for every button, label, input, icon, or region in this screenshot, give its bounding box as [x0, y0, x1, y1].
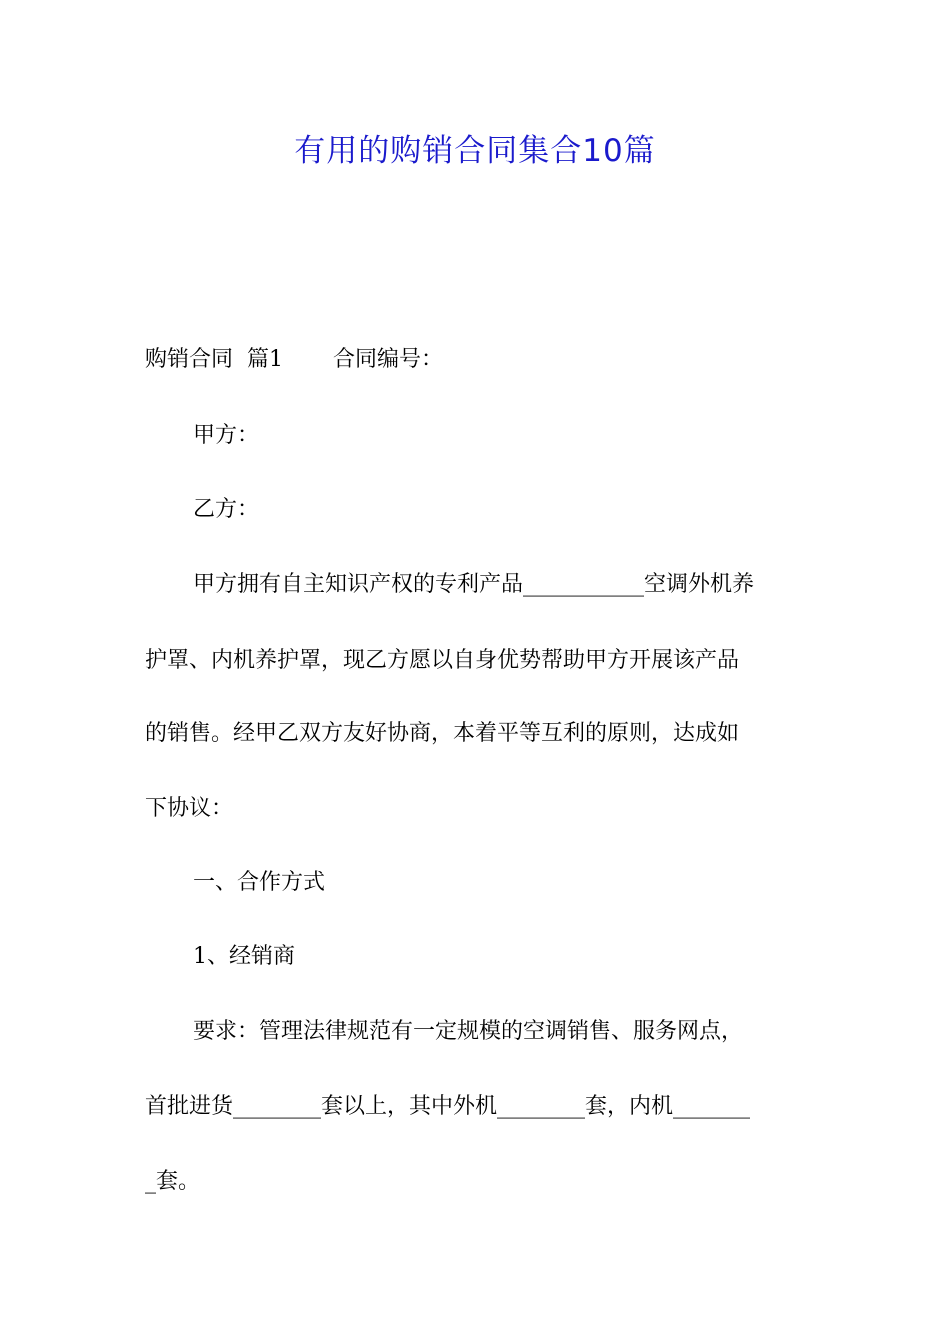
paragraph-line: 的销售。经甲乙双方友好协商，本着平等互利的原则，达成如	[145, 721, 740, 746]
contract-number-label: 合同编号：	[333, 347, 444, 372]
paragraph-line: 首批进货________套以上，其中外机________套，内机_______	[145, 1094, 751, 1119]
party-a-label: 甲方：	[193, 423, 260, 448]
section-heading: 一、合作方式	[193, 870, 326, 895]
item-heading: 1、经销商	[193, 944, 295, 969]
paragraph-line: 要求：管理法律规范有一定规模的空调销售、服务网点，	[193, 1019, 744, 1044]
section-name: 购销合同	[145, 347, 234, 372]
paragraph-line: _套。	[145, 1169, 201, 1194]
party-b-label: 乙方：	[193, 497, 260, 522]
piece-number: 篇1	[247, 347, 284, 372]
paragraph-line: 下协议：	[145, 796, 234, 821]
paragraph-line: 甲方拥有自主知识产权的专利产品___________空调外机养	[193, 572, 755, 597]
document-title: 有用的购销合同集合10篇	[294, 133, 656, 169]
contract-heading	[145, 345, 810, 375]
paragraph-line: 护罩、内机养护罩，现乙方愿以自身优势帮助甲方开展该产品	[145, 648, 740, 673]
